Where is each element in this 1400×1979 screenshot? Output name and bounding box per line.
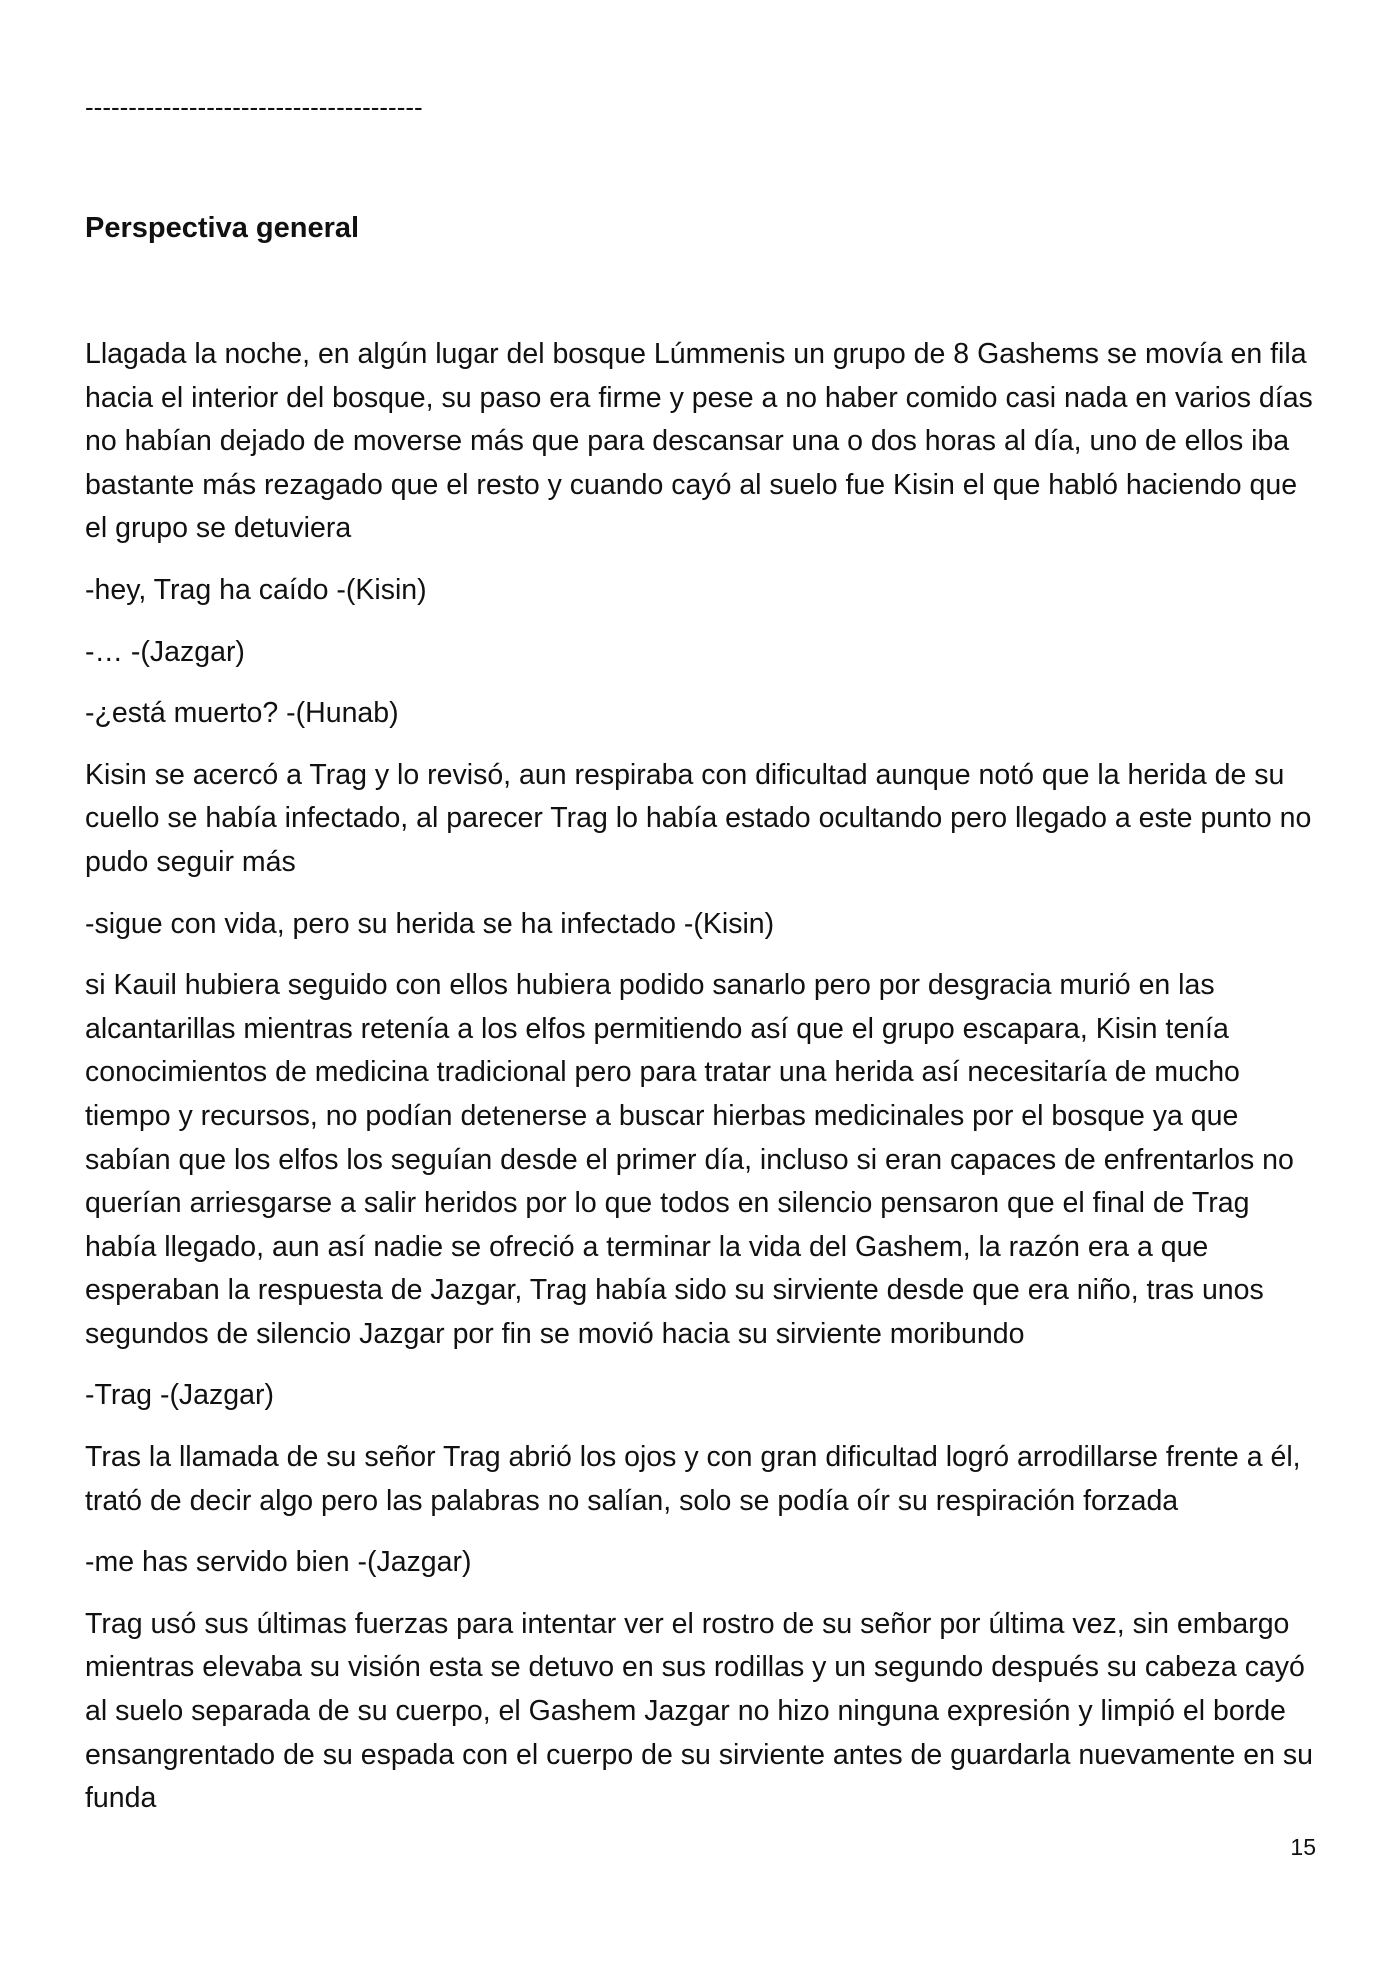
dialogue-line: -¿está muerto? -(Hunab) xyxy=(85,697,399,730)
body-text xyxy=(85,333,1325,1839)
section-heading: Perspectiva general xyxy=(85,212,360,244)
dialogue-line: -me has servido bien -(Jazgar) xyxy=(85,1546,472,1579)
page-number: 15 xyxy=(1290,1834,1316,1860)
paragraph: Kisin se acercó a Trag y lo revisó, aun respiraba con dificultad aunque notó que la herida de su cuello se había infectado, al parecer Trag lo había estado ocultando pero llegado a este punto no pudo seguir más xyxy=(85,758,1312,878)
paragraph: Llagada la noche, en algún lugar del bosque Lúmmenis un grupo de 8 Gashems se movía en fila hacia el interior del bosque, su paso era firme y pese a no haber comido casi nada en varios días no habían dejado de moverse más que para descansar una o dos horas al día, uno de ellos iba bastante más rezagado que el resto y cuando cayó al suelo fue Kisin el que habló haciendo que el grupo se detuviera xyxy=(85,338,1313,545)
dialogue-line: -Trag -(Jazgar) xyxy=(85,1379,274,1412)
section-separator: --------------------------------------- xyxy=(85,92,423,122)
dialogue-line: -sigue con vida, pero su herida se ha infectado -(Kisin) xyxy=(85,907,775,940)
paragraph: si Kauil hubiera seguido con ellos hubiera podido sanarlo pero por desgracia murió en las alcantarillas mientras retenía a los elfos permitiendo así que el grupo escapara, Kisin tenía conocimientos de medicina tradicional pero para tratar una herida así necesitaría de mucho tiempo y recursos, no podían detenerse a buscar hierbas medicinales por el bosque ya que sabían que los elfos los seguían desde el primer día, incluso si eran capaces de enfrentarlos no querían arriesgarse a salir heridos por lo que todos en silencio pensaron que el final de Trag había llegado, aun así nadie se ofreció a terminar la vida del Gashem, la razón era a que esperaban la respuesta de Jazgar, Trag había sido su sirviente desde que era niño, tras unos segundos de silencio Jazgar por fin se movió hacia su sirviente moribundo xyxy=(85,969,1294,1350)
dialogue-line: -hey, Trag ha caído -(Kisin) xyxy=(85,573,427,606)
paragraph: Trag usó sus últimas fuerzas para intentar ver el rostro de su señor por última vez, sin embargo mientras elevaba su visión esta se detuvo en sus rodillas y un segundo después su cabeza cayó al suelo separada de su cuerpo, el Gashem Jazgar no hizo ninguna expresión y limpió el borde ensangrentado de su espada con el cuerpo de su sirviente antes de guardarla nuevamente en su funda xyxy=(85,1607,1313,1815)
paragraph: Tras la llamada de su señor Trag abrió los ojos y con gran dificultad logró arrodillarse frente a él, trató de decir algo pero las palabras no salían, solo se podía oír su respiración forzada xyxy=(85,1441,1301,1517)
dialogue-line: -… -(Jazgar) xyxy=(85,635,245,668)
